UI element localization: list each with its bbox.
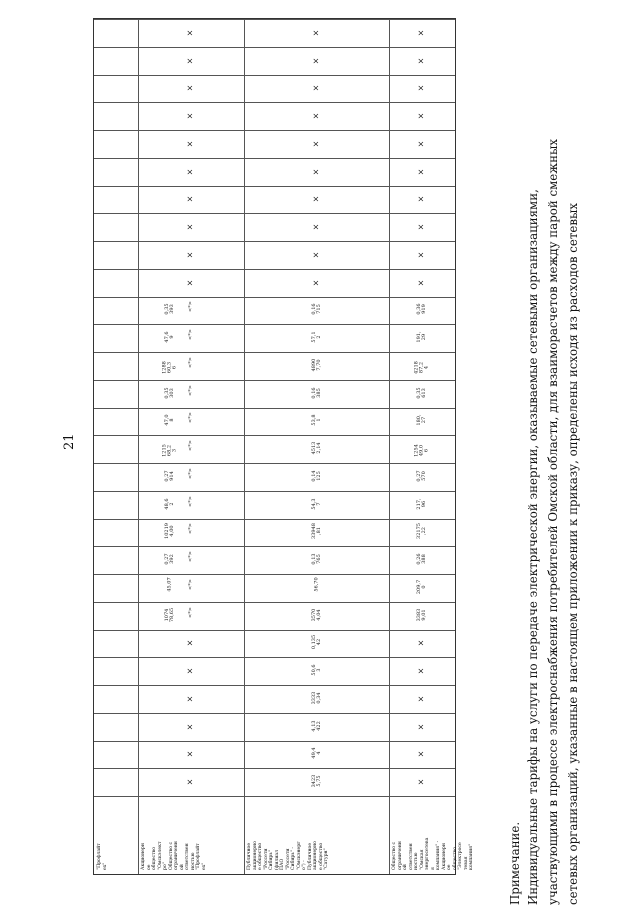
row-header-line: "Электросе [458, 842, 463, 870]
table-cell: 57,1 2 [310, 331, 322, 343]
cross-mark: × [185, 85, 195, 92]
cross-mark: × [185, 640, 195, 647]
cross-mark: × [310, 57, 320, 64]
table-cell: 180, 27 [416, 414, 427, 426]
page-number: 21 [62, 433, 77, 450]
cross-mark: × [185, 57, 195, 64]
row-header-line: Сибирь" - [291, 847, 296, 870]
row-header-line: ответствен [408, 843, 414, 870]
cross-mark: × [416, 85, 426, 92]
table-column-border [94, 519, 455, 520]
row-header-line: Сибирь" [269, 850, 274, 870]
table-column-border [94, 602, 455, 603]
row-header-line: о") - [302, 860, 307, 870]
row-header-line: Публичное [247, 842, 252, 870]
table-cell: <*> [187, 384, 194, 396]
cross-mark: × [310, 223, 320, 231]
row-header-line: "Сатурн" [324, 848, 329, 870]
row-header-line: общество [452, 847, 458, 870]
tariff-table [93, 18, 474, 875]
table-column-border [94, 297, 455, 298]
row-header-line: (филиал [274, 849, 280, 870]
row-header-line: ограниченн [397, 841, 403, 870]
cross-mark: × [416, 112, 426, 120]
cross-mark: × [416, 723, 426, 730]
row-header-line: ПАО [280, 858, 285, 870]
row-header-line: ограниченн [174, 841, 179, 870]
table-cell: 1288 60,3 6 [161, 361, 178, 374]
table-column-border [94, 685, 455, 686]
cross-mark: × [185, 695, 195, 703]
table-cell: 0,27 914 [164, 470, 175, 482]
cross-mark: × [185, 112, 195, 120]
table-cell: 47,6 9 [164, 331, 175, 343]
cross-mark: × [185, 196, 195, 203]
table-cell: <*> [187, 301, 194, 313]
note-title: Примечание. [508, 821, 522, 905]
table-cell: 217, 96 [416, 498, 427, 510]
table-cell: 32175 ,22 [416, 523, 427, 540]
table-cell: 54,3 7 [310, 498, 322, 510]
table-column-border [94, 75, 455, 76]
row-header-line: ex" [201, 862, 207, 870]
table-cell: 0,27 392 [164, 553, 175, 565]
note-line-3: сетевых организаций, указанные в настоящем приложении к приказу, определены исходя из расходов сетевых [566, 202, 580, 905]
row-header-line: Общество с [392, 841, 397, 870]
table-cell: 10219 4,00 [164, 523, 175, 540]
table-cell: 33948 ,81 [310, 523, 322, 540]
table-column-border [94, 630, 455, 631]
table-column-border [94, 574, 455, 575]
row-header-line: "Омскэлект [157, 841, 163, 870]
cross-mark: × [416, 751, 426, 758]
cross-mark: × [416, 251, 426, 259]
table-cell: 0,36 919 [416, 303, 427, 315]
cross-mark: × [185, 751, 195, 758]
row-header-line: "Профлайт [97, 843, 102, 870]
cross-mark: × [310, 251, 320, 259]
cross-mark: × [185, 667, 195, 675]
table-cell: 0,27 570 [416, 470, 427, 482]
table-column-border [94, 19, 455, 20]
cross-mark: × [185, 140, 195, 148]
table-cell: 50,6 3 [310, 664, 322, 676]
table-column-border [94, 380, 455, 381]
table-cell: <*> [187, 440, 194, 452]
row-header-line: акционерно [252, 841, 258, 870]
cross-mark: × [310, 140, 320, 148]
table-cell: 0,35 303 [164, 387, 175, 399]
table-column-border [94, 796, 455, 797]
row-header-line: "Омскэнерг [296, 841, 302, 870]
table-column-border [94, 713, 455, 714]
table-cell: <*> [187, 467, 194, 479]
row-header-line: компания" - [436, 840, 441, 870]
table-cell: 0,26 388 [416, 553, 427, 565]
table-cell: 47,0 8 [164, 414, 175, 426]
table-column-border [94, 130, 455, 131]
cross-mark: × [185, 223, 195, 231]
row-header-line: Общество с [168, 841, 174, 870]
table-column-border [94, 657, 455, 658]
cross-mark: × [416, 223, 426, 231]
row-header-line: Акционерн [441, 843, 447, 870]
table-cell: <*> [187, 412, 194, 424]
table-cell: 0,16 715 [310, 303, 322, 315]
table-cell: 3333 0,34 [310, 691, 322, 705]
cross-mark: × [416, 279, 426, 286]
table-cell: <*> [187, 523, 194, 535]
row-header-line: я [430, 867, 436, 870]
row-header-line: "Россети [263, 848, 269, 870]
row-header-line: тевая [463, 856, 469, 870]
table-column-border [94, 158, 455, 159]
table-cell: 4513 2,14 [310, 441, 322, 455]
cross-mark: × [310, 29, 320, 37]
row-header-line: е общество [258, 842, 263, 870]
table-cell: 1074 78,65 [164, 607, 175, 622]
note-line-1: Индивидуальные тарифы на услуги по передаче электрической энергии, оказываемые сетевыми организациями, [526, 189, 540, 905]
table-column-border [94, 269, 455, 270]
row-header-line: общество [152, 847, 157, 870]
table-cell: 191, 29 [416, 331, 427, 343]
row-header-line: ой [179, 864, 185, 870]
cross-mark: × [310, 112, 320, 120]
cross-mark: × [185, 168, 195, 175]
table-cell: 0,13 765 [310, 553, 322, 565]
table-column-border [94, 352, 455, 353]
row-header-line: ро" [163, 862, 168, 870]
row-header-line: акционерно [313, 841, 318, 870]
table-cell: 0,35 393 [164, 303, 175, 315]
cross-mark: × [310, 168, 320, 175]
row-header-line: ностью [414, 852, 419, 870]
table-cell: 0,135 42 [310, 635, 322, 650]
table-column-border [94, 546, 455, 547]
table-column-border [94, 741, 455, 742]
cross-mark: × [416, 778, 426, 786]
cross-mark: × [416, 667, 426, 675]
row-header-line: ое [146, 864, 152, 870]
row-header-line: ое [447, 864, 452, 870]
table-row-border [244, 19, 245, 874]
cross-mark: × [416, 196, 426, 203]
row-header-line: ностью [190, 852, 196, 870]
cross-mark: × [416, 57, 426, 64]
table-cell: 1215 68,2 3 [161, 444, 178, 457]
row-header-line: "Омская [419, 849, 425, 870]
cross-mark: × [185, 29, 195, 37]
table-column-border [94, 435, 455, 436]
table-cell: 3423 5,75 [310, 774, 322, 788]
table-column-border [94, 408, 455, 409]
table-cell: 209,7 0 [416, 579, 427, 595]
table-column-border [94, 213, 455, 214]
table-cell: 53,8 1 [310, 414, 322, 426]
cross-mark: × [416, 695, 426, 703]
table-column-border [94, 47, 455, 48]
table-cell: 56,70 [313, 577, 319, 592]
table-cell: 0,14 125 [310, 470, 322, 482]
row-header-line: е общество [318, 842, 324, 870]
cross-mark: × [416, 168, 426, 175]
table-row-border [389, 19, 390, 874]
table-column-border [94, 491, 455, 492]
row-header-line: "Россети [285, 848, 291, 870]
table-column-border [94, 102, 455, 103]
table-cell: <*> [187, 356, 194, 368]
table-cell: <*> [187, 606, 194, 618]
table-cell: <*> [187, 578, 194, 590]
table-cell: 45,07 [166, 577, 173, 592]
table-cell: 3383 9,01 [416, 608, 427, 621]
table-cell: <*> [187, 551, 194, 563]
row-header-line: "Профлайт [196, 843, 201, 870]
cross-mark: × [185, 778, 195, 786]
table-cell: 49,4 4 [310, 747, 322, 759]
table-cell: 3570 4,04 [310, 608, 322, 621]
table-column-border [94, 463, 455, 464]
table-cell: <*> [187, 495, 194, 507]
table-cell: <*> [187, 329, 194, 341]
row-header-line: ex" [102, 862, 108, 870]
table-row-border [138, 19, 139, 874]
cross-mark: × [416, 29, 426, 37]
row-header-line: ответствен [185, 843, 190, 870]
cross-mark: × [416, 640, 426, 647]
cross-mark: × [310, 196, 320, 203]
cross-mark: × [416, 140, 426, 148]
table-column-border [94, 324, 455, 325]
table-column-border [94, 186, 455, 187]
table-column-border [94, 241, 455, 242]
row-header-line: компания" [469, 843, 474, 870]
table-cell: 0,35 613 [416, 387, 427, 399]
cross-mark: × [185, 723, 195, 730]
row-header-line: ой [403, 864, 408, 870]
row-header-line: Публичное [307, 842, 313, 870]
table-cell: 48,6 2 [164, 498, 175, 510]
table-cell: 4890 7,70 [310, 358, 322, 372]
cross-mark: × [185, 279, 195, 286]
note-line-2: участвующими в процессе электроснабжения потребителей Омской области, для взаиморасчетов между парой смежных [546, 139, 560, 905]
table-cell: 0,16 385 [310, 387, 322, 399]
cross-mark: × [310, 279, 320, 286]
row-header-line: энергосетева [425, 837, 430, 870]
table-cell: 1254 49,0 6 [413, 444, 430, 457]
cross-mark: × [310, 85, 320, 92]
cross-mark: × [185, 251, 195, 259]
row-header-line: Акционерн [141, 843, 146, 870]
table-cell: 4218 87,2 4 [413, 361, 430, 374]
table-cell: 4,13 422 [310, 720, 322, 732]
table-column-border [94, 768, 455, 769]
